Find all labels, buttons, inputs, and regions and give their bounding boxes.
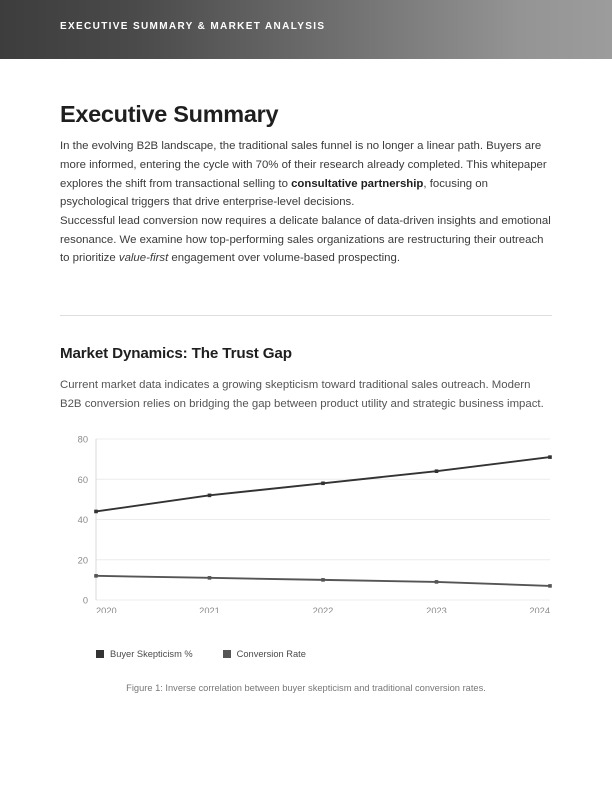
x-tick-label: 2020 bbox=[96, 606, 117, 614]
x-tick-label: 2022 bbox=[312, 606, 334, 614]
legend-label: Buyer Skepticism % bbox=[110, 649, 193, 660]
paragraph-2-text-lead: Successful lead conversion now requires a delicate balance of data-driven insights and emotional resonance. We examine how top-performing sales organizations are restructuring their outreach to prioritize bbox=[60, 215, 551, 265]
chart-series-group bbox=[94, 455, 552, 587]
executive-summary-heading: Executive Summary bbox=[60, 101, 279, 127]
paragraph-1-emphasis: consultative partnership bbox=[291, 177, 424, 190]
document-page bbox=[0, 59, 612, 693]
y-tick-label: 80 bbox=[77, 434, 88, 445]
trust-gap-line-chart bbox=[60, 431, 552, 643]
y-tick-label: 60 bbox=[77, 474, 88, 485]
paragraph-2-emphasis: value-first bbox=[118, 252, 169, 265]
market-dynamics-paragraph: Current market data indicates a growing skepticism toward traditional sales outreach. Modern B2B conversion relies on bridging the gap between product utility and strategic business impact. bbox=[60, 379, 544, 410]
chart-data-point bbox=[94, 574, 98, 578]
chart-data-point bbox=[548, 584, 552, 588]
chart-canvas bbox=[60, 431, 552, 613]
executive-summary-paragraph-2 bbox=[60, 212, 552, 268]
chart-legend bbox=[60, 643, 552, 659]
document-content bbox=[0, 59, 612, 693]
legend-item-conversion-rate[interactable] bbox=[223, 649, 306, 659]
y-tick-label: 40 bbox=[77, 515, 88, 526]
executive-summary-paragraph-1 bbox=[60, 128, 552, 212]
chart-data-point bbox=[208, 576, 212, 580]
document-header-band bbox=[0, 0, 612, 59]
paragraph-1-text-lead: In the evolving B2B landscape, the traditional sales funnel is no longer a linear path. Buyers are more informed, entering the cycle with 70% of their research already completed. This whitepaper explores the shift from transactional selling to bbox=[60, 140, 547, 190]
legend-swatch-icon bbox=[96, 650, 104, 658]
figure-block bbox=[60, 413, 552, 693]
paragraph-2-text-tail: engagement over volume-based prospecting. bbox=[168, 252, 401, 265]
chart-data-point bbox=[321, 578, 325, 582]
legend-swatch-icon bbox=[223, 650, 231, 658]
chart-data-point bbox=[208, 494, 212, 498]
x-tick-label: 2024 bbox=[529, 606, 550, 614]
y-tick-label: 20 bbox=[77, 555, 88, 566]
paragraph-1-text-tail: , focusing on psychological triggers that drive enterprise-level decisions. bbox=[60, 177, 488, 209]
y-tick-label: 0 bbox=[82, 595, 88, 606]
figure-caption: Figure 1: Inverse correlation between buyer skepticism and traditional conversion rates. bbox=[126, 683, 486, 694]
chart-x-axis-labels bbox=[96, 606, 550, 613]
legend-label: Conversion Rate bbox=[236, 649, 306, 660]
x-tick-label: 2021 bbox=[199, 606, 220, 614]
document-header-title: EXECUTIVE SUMMARY & MARKET ANALYSIS bbox=[60, 21, 326, 32]
chart-data-point bbox=[94, 510, 98, 514]
chart-y-axis-labels bbox=[78, 435, 88, 606]
chart-data-point bbox=[548, 455, 552, 459]
chart-data-point bbox=[435, 470, 439, 474]
x-tick-label: 2023 bbox=[426, 606, 447, 614]
chart-gridlines bbox=[96, 439, 550, 600]
market-dynamics-heading: Market Dynamics: The Trust Gap bbox=[60, 345, 292, 363]
chart-data-point bbox=[321, 482, 325, 486]
chart-data-point bbox=[435, 580, 439, 584]
legend-item-buyer-skepticism[interactable] bbox=[96, 649, 193, 659]
